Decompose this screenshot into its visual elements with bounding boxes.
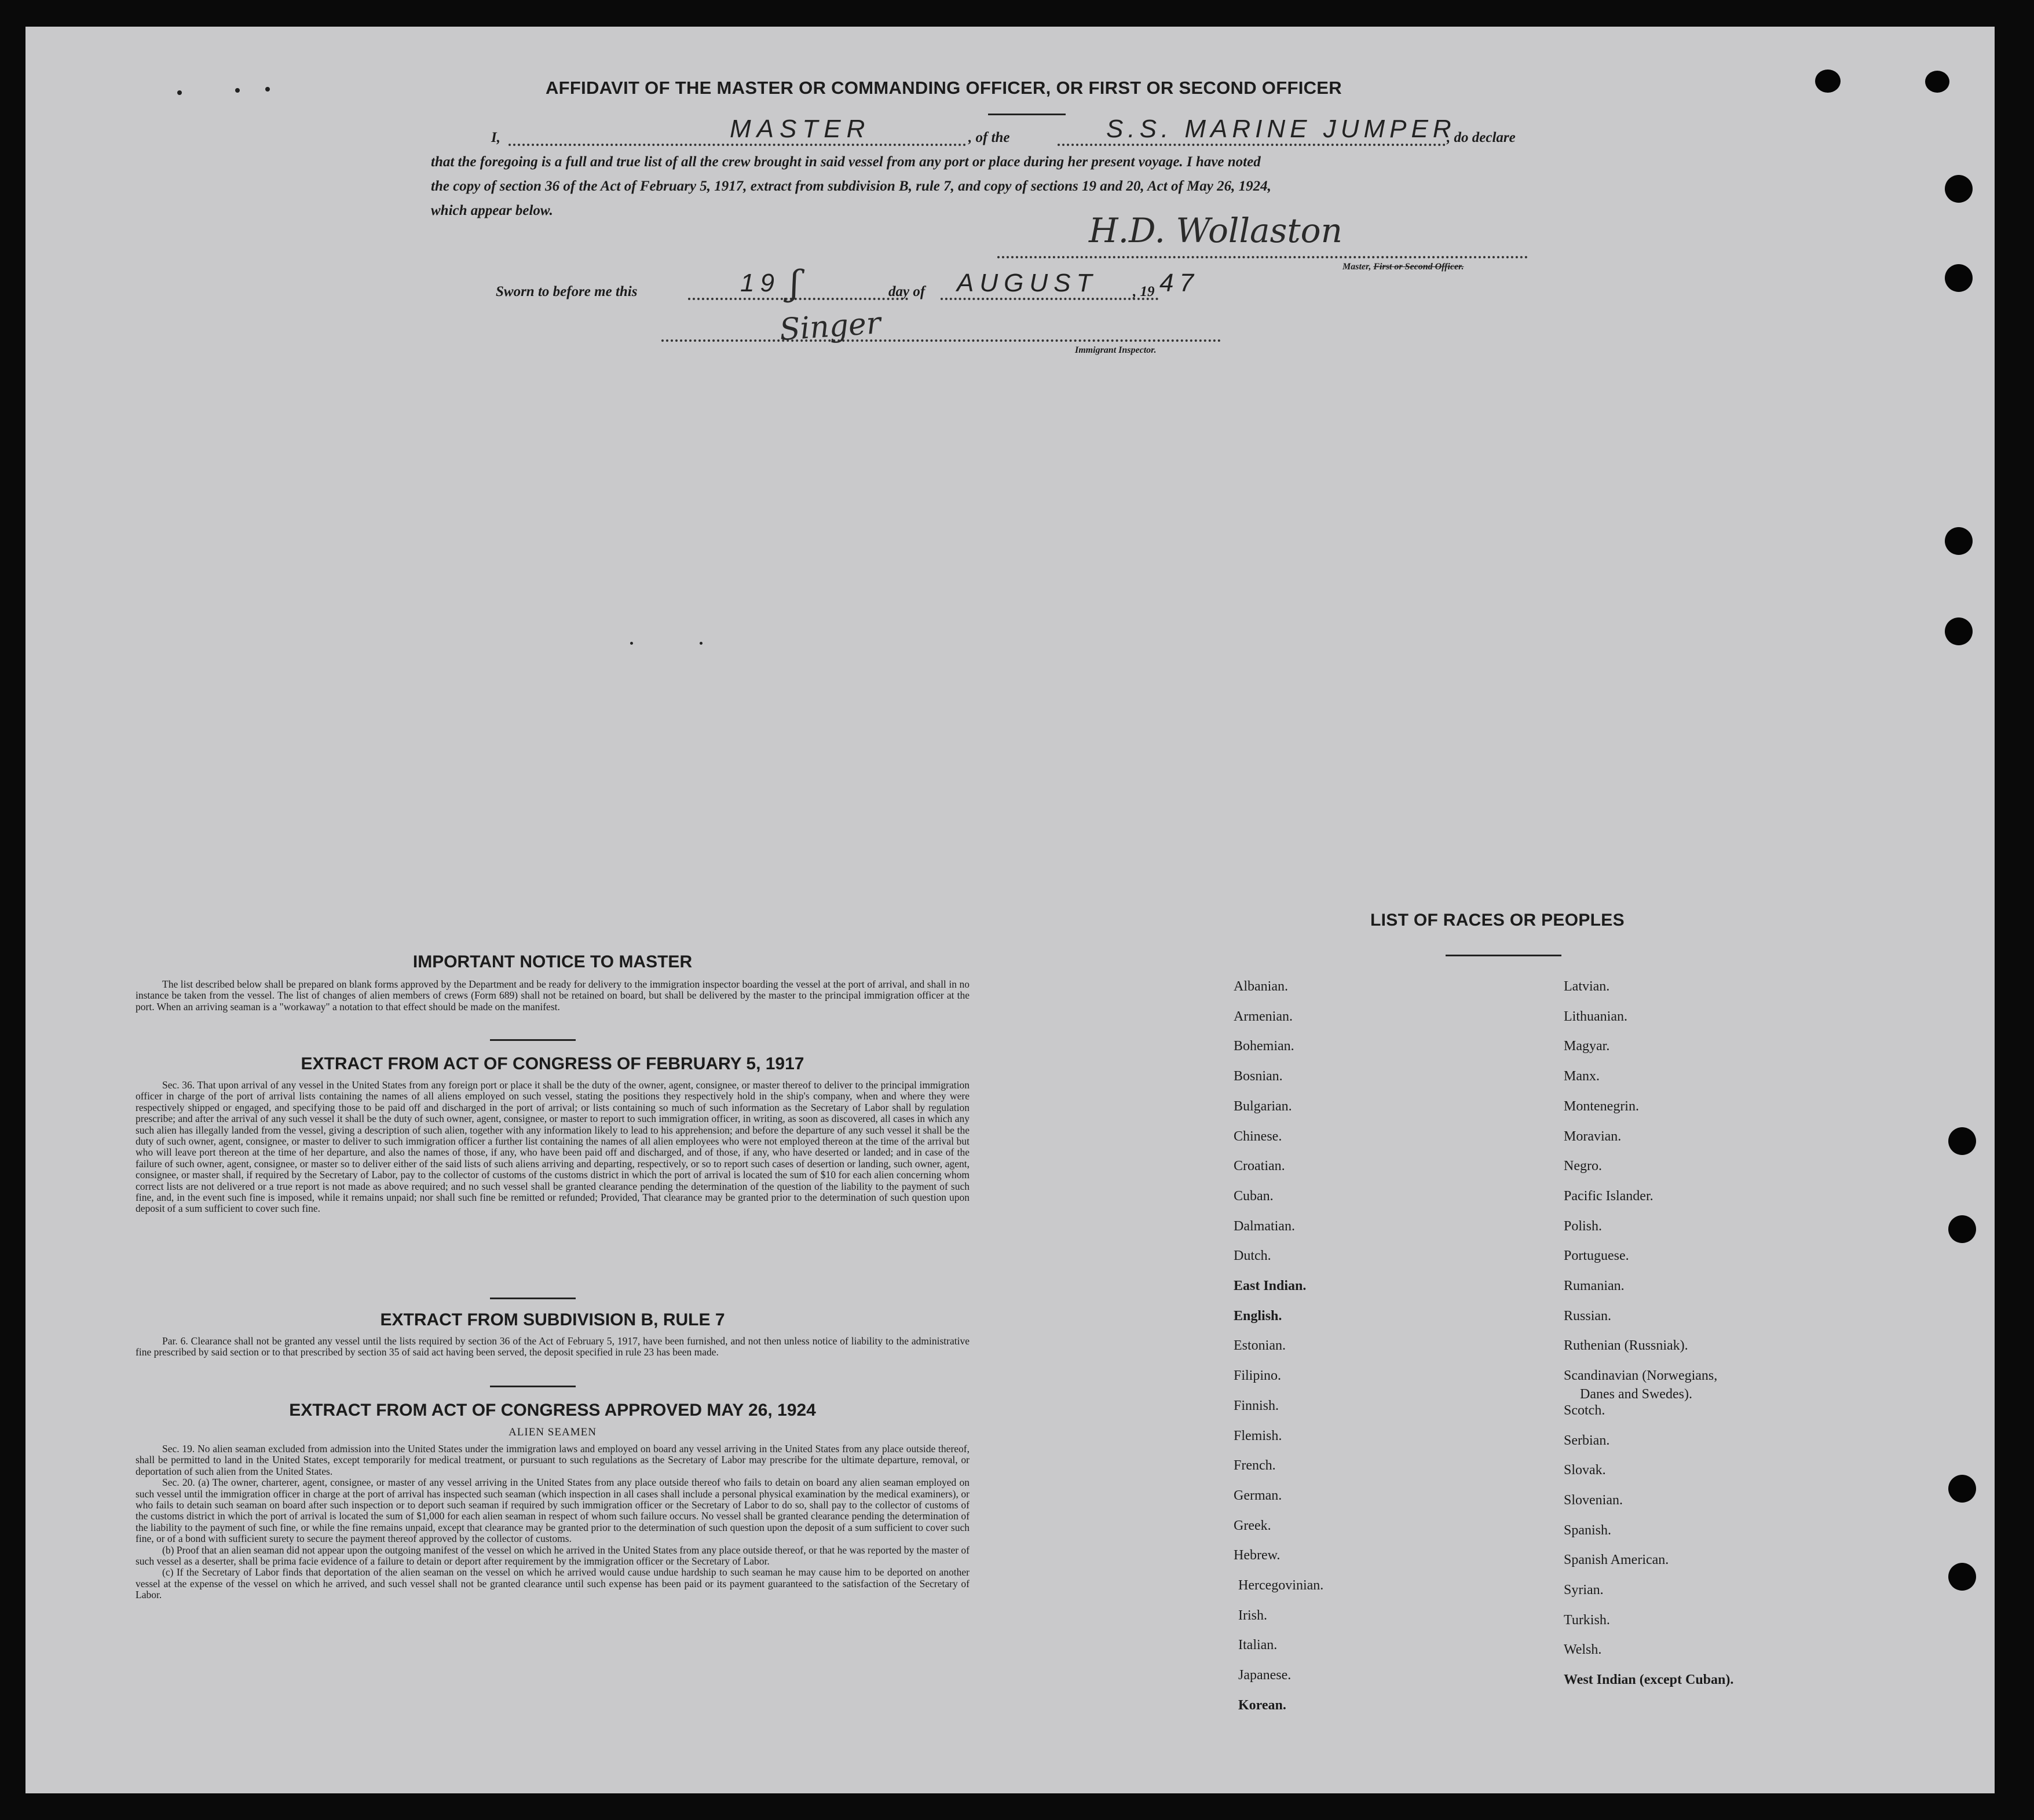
sworn-year-prefix: , 19 xyxy=(1133,284,1155,299)
extract-1924-title: EXTRACT FROM ACT OF CONGRESS APPROVED MAY 26, 1924 xyxy=(289,1401,816,1420)
race-item: Estonian. xyxy=(1234,1338,1286,1354)
race-item: Latvian. xyxy=(1564,979,1610,994)
race-item: Bohemian. xyxy=(1234,1039,1294,1054)
race-item: Bulgarian. xyxy=(1234,1098,1292,1114)
punch-hole xyxy=(1948,1475,1976,1503)
punch-hole xyxy=(1948,1563,1976,1591)
vessel-handwritten: S.S. MARINE JUMPER xyxy=(1106,115,1456,143)
race-item: Lithuanian. xyxy=(1564,1008,1627,1024)
race-item: Slovenian. xyxy=(1564,1492,1623,1508)
race-item: Portuguese. xyxy=(1564,1248,1629,1264)
punch-hole xyxy=(1945,264,1973,292)
race-item: Japanese. xyxy=(1238,1668,1292,1683)
master-dotted-field xyxy=(508,144,966,146)
extract-1917-rule xyxy=(490,1298,576,1299)
master-signature: H.D. Wollaston xyxy=(1089,211,1342,250)
sworn-day-handwritten: 19 xyxy=(740,269,780,297)
extract-1924-sec20b: (b) Proof that an alien seaman did not appear upon the outgoing manifest of the vessel on which he arrived in the United States from any place outside thereof, or that he was reported by the master of such vessel as a deserter, shall be prima facie evidence of a failure to detain or deport after requirement by the immigration officer or the Secretary of Labor. xyxy=(136,1544,970,1567)
affidavit-of-the: , of the xyxy=(968,130,1010,145)
affidavit-line2: that the foregoing is a full and true list of all the crew brought in said vessel from any port or place during her present voyage. I have noted xyxy=(431,154,1261,170)
race-item: Magyar. xyxy=(1564,1039,1610,1054)
subdivision-b-body: Par. 6. Clearance shall not be granted any vessel until the lists required by section 36 of the Act of February 5, 1917, have been furnished, and not then unless notice of liability to the administrative fine prescribed by said section or to that prescribed by section 35 of said act having been served, the deposit specified in rule 23 has been made. xyxy=(136,1335,970,1358)
race-item: Syrian. xyxy=(1564,1583,1604,1598)
race-item: Hercegovinian. xyxy=(1238,1578,1324,1593)
race-item: Cuban. xyxy=(1234,1188,1274,1204)
punch-hole xyxy=(1945,527,1973,555)
race-item: Chinese. xyxy=(1234,1128,1282,1144)
punch-hole xyxy=(1948,1215,1976,1243)
race-item: Croatian. xyxy=(1234,1158,1285,1174)
race-item: Armenian. xyxy=(1234,1008,1293,1024)
race-item: Dalmatian. xyxy=(1234,1218,1295,1234)
master-caption-plain: Master, xyxy=(1342,262,1371,272)
race-item: Polish. xyxy=(1564,1218,1603,1234)
race-item: Dutch. xyxy=(1234,1248,1271,1264)
speck xyxy=(630,642,633,645)
notice-body: The list described below shall be prepared on blank forms approved by the Department and be ready for delivery to the immigration inspector boarding the vessel at the port of arrival, and shall in no instance be taken from the vessel. The list of changes of alien members of crews (Form 689) shall not be retained on board, but shall be delivered by the master to the principal immigration officer at the port. When an arriving seaman is a "workaway" a notation to that effect should be made on the manifest. xyxy=(136,978,970,1013)
race-item: Pacific Islander. xyxy=(1564,1188,1653,1204)
sworn-day-of: day of xyxy=(888,284,925,299)
race-item: West Indian (except Cuban). xyxy=(1564,1672,1734,1688)
subdivision-b-title: EXTRACT FROM SUBDIVISION B, RULE 7 xyxy=(380,1310,725,1329)
race-item: Flemish. xyxy=(1234,1428,1282,1443)
race-item: Korean. xyxy=(1238,1697,1286,1713)
master-caption xyxy=(1342,262,1464,272)
extract-1924-sec20c: (c) If the Secretary of Labor finds that deportation of the alien seaman on the vessel on which he arrived would cause undue hardship to such seaman he may cause him to be deported on another vessel at the expense of the vessel on which he arrived, and such vessel shall not be granted clearance until such expense has been paid or its payment guaranteed to the satisfaction of the Secretary of Labor. xyxy=(136,1566,970,1601)
sworn-day-flourish: ʃ xyxy=(790,263,800,304)
race-item: Scandinavian (Norwegians, xyxy=(1564,1368,1718,1384)
race-item: Turkish. xyxy=(1564,1612,1610,1628)
affidavit-title: AFFIDAVIT OF THE MASTER OR COMMANDING OFFICER, OR FIRST OR SECOND OFFICER xyxy=(546,78,1342,98)
race-item: Danes and Swedes). xyxy=(1580,1387,1692,1402)
race-item: Spanish American. xyxy=(1564,1552,1669,1568)
race-item: Hebrew. xyxy=(1234,1548,1281,1563)
race-item: German. xyxy=(1234,1488,1282,1503)
race-item: Moravian. xyxy=(1564,1128,1622,1144)
master-handwritten: MASTER xyxy=(730,115,871,143)
sworn-year-handwritten: 47 xyxy=(1159,269,1199,297)
race-item: Welsh. xyxy=(1564,1642,1602,1658)
inspector-signature: Singer xyxy=(778,305,882,348)
vessel-dotted-field xyxy=(1058,144,1446,146)
master-signature-line xyxy=(997,256,1528,258)
race-item: Finnish. xyxy=(1234,1398,1279,1413)
affidavit-line1-prefix: I, xyxy=(491,130,500,145)
race-item: Montenegrin. xyxy=(1564,1098,1639,1114)
race-item: Spanish. xyxy=(1564,1522,1612,1538)
speck xyxy=(235,88,240,93)
inspector-caption: Immigrant Inspector. xyxy=(1075,345,1157,355)
extract-1917-title: EXTRACT FROM ACT OF CONGRESS OF FEBRUARY 5, 1917 xyxy=(301,1054,804,1073)
title-rule xyxy=(988,114,1066,115)
extract-1917-body: Sec. 36. That upon arrival of any vessel in the United States from any foreign port or place it shall be the duty of the owner, agent, consignee, or master thereof to deliver to the principal immigration officer in charge of the port of arrival lists containing the names of all aliens employed on such vessel, stating the positions they respectively hold in the ship's company, when and where they were respectively shipped or engaged, and specifying those to be paid off and discharged in the port of arrival; or lists containing so much of such information as the Secretary of Labor shall by regulation prescribe; and after the arrival of any such vessel it shall be the duty of such owner, agent, consignee, or master to report to such immigration officer, in writing, as soon as discovered, all cases in which any such alien has illegally landed from the vessel, giving a description of such alien, together with any information likely to lead to his apprehension; and before the departure of any such vessel it shall be the duty of such owner, agent, consignee, or master to deliver to such immigration officer a further list containing the names of all alien employees who were not employed thereon at the time of the arrival but who will leave port thereon at the time of her departure, and also the names of those, if any, who have been paid off and discharged, and of those, if any, who have deserted or landed; and in case of the failure of such owner, agent, consignee, or master so to deliver either of the said lists of such aliens arriving and departing, respectively, or so to report such cases of desertion or landing, such owner, agent, consignee, or master shall, if required by the Secretary of Labor, pay to the collector of customs of the customs district in which the port of arrival is located the sum of $10 for each alien concerning whom correct lists are not delivered or a true report is not made as above required; and no such vessel shall be granted clearance pending the determination of the question of the liability to the payment of such fine, and, in the event such fine is imposed, while it remains unpaid; nor shall such fine be remitted or refunded; Provided, That clearance may be granted prior to the determination of such question upon deposit of a sum sufficient to cover such fine. xyxy=(136,1079,970,1215)
notice-title: IMPORTANT NOTICE TO MASTER xyxy=(412,952,693,971)
races-title: LIST OF RACES OR PEOPLES xyxy=(1370,911,1625,930)
extract-1924-body xyxy=(136,1443,970,1601)
race-item: English. xyxy=(1234,1308,1282,1324)
race-item: Scotch. xyxy=(1564,1402,1605,1418)
punch-hole xyxy=(1948,1127,1976,1155)
notice-rule xyxy=(490,1039,576,1041)
sworn-prefix: Sworn to before me this xyxy=(496,284,638,299)
sworn-month-dotted xyxy=(941,298,1158,300)
race-item: Italian. xyxy=(1238,1638,1278,1653)
race-item: East Indian. xyxy=(1234,1278,1307,1293)
subdivision-b-rule xyxy=(490,1386,576,1387)
race-item: Serbian. xyxy=(1564,1432,1610,1448)
punch-hole xyxy=(1815,70,1841,93)
race-item: Russian. xyxy=(1564,1308,1612,1324)
race-item: Greek. xyxy=(1234,1518,1271,1533)
race-item: Negro. xyxy=(1564,1158,1602,1174)
race-item: Irish. xyxy=(1238,1607,1267,1623)
race-item: Albanian. xyxy=(1234,979,1288,994)
speck xyxy=(265,87,270,92)
race-item: Manx. xyxy=(1564,1069,1600,1084)
punch-hole xyxy=(1945,175,1973,203)
race-item: Filipino. xyxy=(1234,1368,1282,1384)
inspector-signature-line xyxy=(661,339,1221,342)
document-page xyxy=(25,27,1995,1793)
master-caption-struck: First or Second Officer. xyxy=(1373,262,1464,272)
speck xyxy=(177,90,182,95)
extract-1924-sec20a: Sec. 20. (a) The owner, charterer, agent, consignee, or master of any vessel arriving in the United States from any place outside thereof who fails to detain on board any alien seaman employed on such vessel until the immigration officer in charge at the port of arrival has inspected such seaman (which inspection in all cases shall include a personal physical examination by the medical examiners), or who fails to detain such seaman on board after such inspection or to deport such seaman if required by such immigration officer or the Secretary of Labor to do so, shall pay to the collector of customs of the customs district in which the port of arrival is located the sum of $1,000 for each alien seaman in respect of whom such failure occurs. No vessel shall be granted clearance pending the determination of the liability to the payment of such fine, or while the fine remains unpaid, except that clearance may be granted prior to the determination of such question upon the deposit of a sum sufficient to cover such fine, or of a bond with sufficient surety to secure the payment thereof approved by the collector of customs. xyxy=(136,1477,970,1545)
race-item: Slovak. xyxy=(1564,1463,1606,1478)
races-rule xyxy=(1446,955,1561,956)
sworn-month-handwritten: AUGUST xyxy=(957,269,1098,297)
race-item: Bosnian. xyxy=(1234,1069,1283,1084)
race-item: French. xyxy=(1234,1458,1276,1474)
race-item: Rumanian. xyxy=(1564,1278,1625,1293)
affidavit-line3: the copy of section 36 of the Act of February 5, 1917, extract from subdivision B, rule 7, and copy of sections 19 and 20, Act of May 26, 1924, xyxy=(431,178,1271,194)
speck xyxy=(700,642,703,645)
affidavit-line4: which appear below. xyxy=(431,203,553,218)
extract-1924-subtitle: ALIEN SEAMEN xyxy=(508,1426,597,1438)
race-item: Ruthenian (Russniak). xyxy=(1564,1338,1688,1354)
punch-hole xyxy=(1925,71,1949,93)
extract-1924-sec19: Sec. 19. No alien seaman excluded from admission into the United States under the immigration laws and employed on board any vessel arriving in the United States from any place outside thereof, shall be permitted to land in the United States, except temporarily for medical treatment, or pursuant to such regulations as the Secretary of Labor may prescribe for the ultimate departure, removal, or deportation of such alien from the United States. xyxy=(136,1443,970,1477)
punch-hole xyxy=(1945,617,1973,645)
affidavit-do-declare: , do declare xyxy=(1447,130,1516,145)
